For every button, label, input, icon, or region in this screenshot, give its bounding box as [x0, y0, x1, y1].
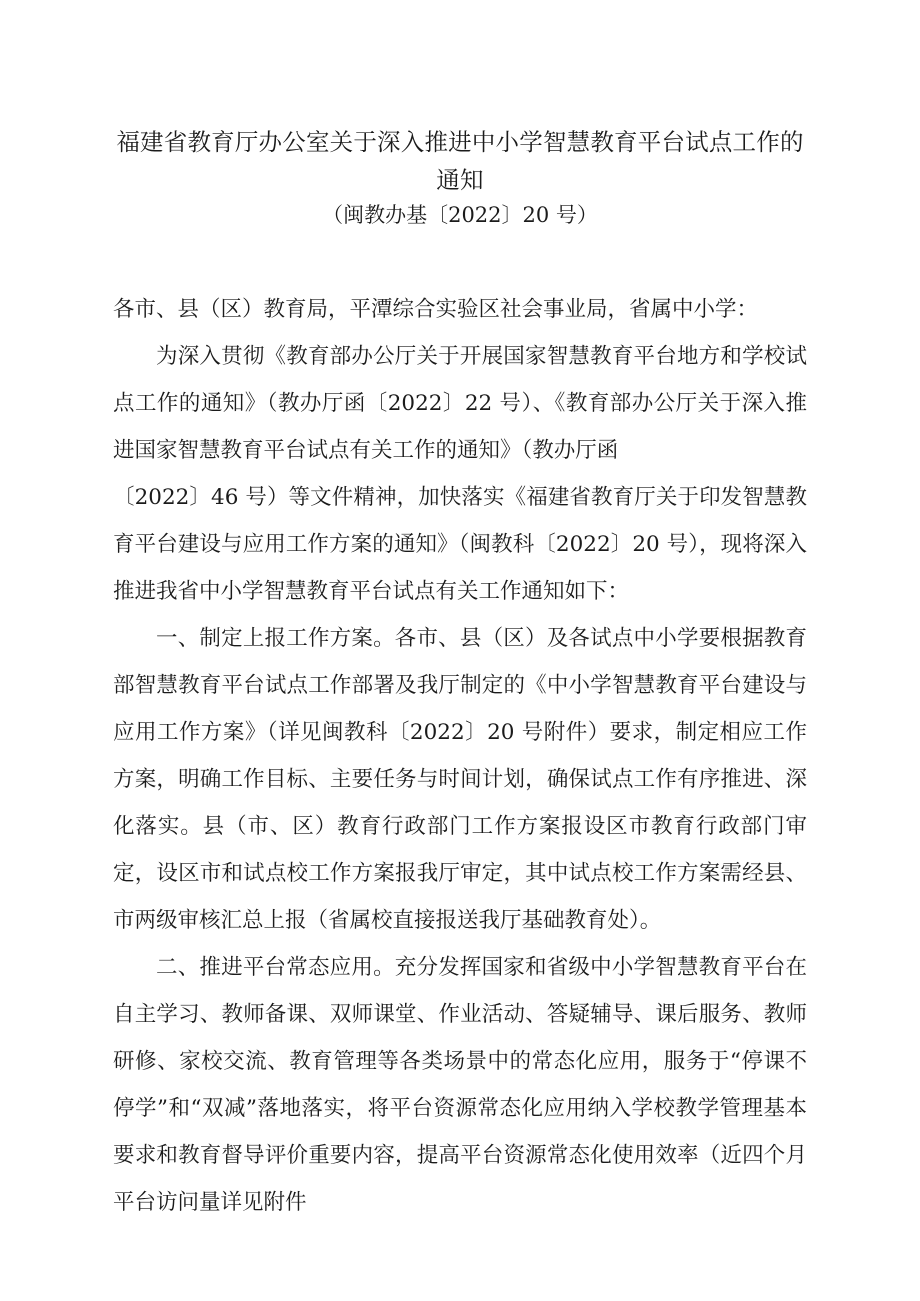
- paragraph-section-two: 二、推进平台常态应用。充分发挥国家和省级中小学智慧教育平台在自主学习、教师备课、双师课堂、作业活动、答疑辅导、课后服务、教师研修、家校交流、教育管理等各类场景中的常态化应用，服务于“停课不停学”和“双减”落地落实，将平台资源常态化应用纳入学校教学管理基本要求和教育督导评价重要内容，提高平台资源常态化使用效率（近四个月平台访问量详见附件: [113, 955, 807, 1215]
- addressee-line: 各市、县（区）教育局，平潭综合实验区社会事业局，省属中小学：: [113, 297, 759, 322]
- page-title: 福建省教育厅办公室关于深入推进中小学智慧教育平台试点工作的通知: [116, 128, 804, 194]
- paragraph-section-one: 一、制定上报工作方案。各市、县（区）及各试点中小学要根据教育部智慧教育平台试点工作部署及我厅制定的《中小学智慧教育平台建设与应用工作方案》（详见闽教科〔2022〕20 号附件）要求，制定相应工作方案，明确工作目标、主要任务与时间计划，确保试点工作有序推进、深化落实。县（市、区）教育行政部门工作方案报设区市教育行政部门审定，设区市和试点校工作方案报我厅审定，其中试点校工作方案需经县、市两级审核汇总上报（省属校直接报送我厅基础教育处）。: [113, 626, 807, 933]
- document-body: [113, 286, 807, 1226]
- paragraph-preamble-2: 〔2022〕46 号）等文件精神，加快落实《福建省教育厅关于印发智慧教育平台建设与应用工作方案的通知》（闽教科〔2022〕20 号），现将深入推进我省中小学智慧教育平台试点有关工作通知如下：: [113, 485, 807, 604]
- paragraph-preamble-1: 为深入贯彻《教育部办公厅关于开展国家智慧教育平台地方和学校试点工作的通知》（教办厅函〔2022〕22 号）、《教育部办公厅关于深入推进国家智慧教育平台试点有关工作的通知》（教办厅函: [113, 344, 807, 463]
- document-number: （闽教办基〔2022〕20 号）: [322, 203, 598, 227]
